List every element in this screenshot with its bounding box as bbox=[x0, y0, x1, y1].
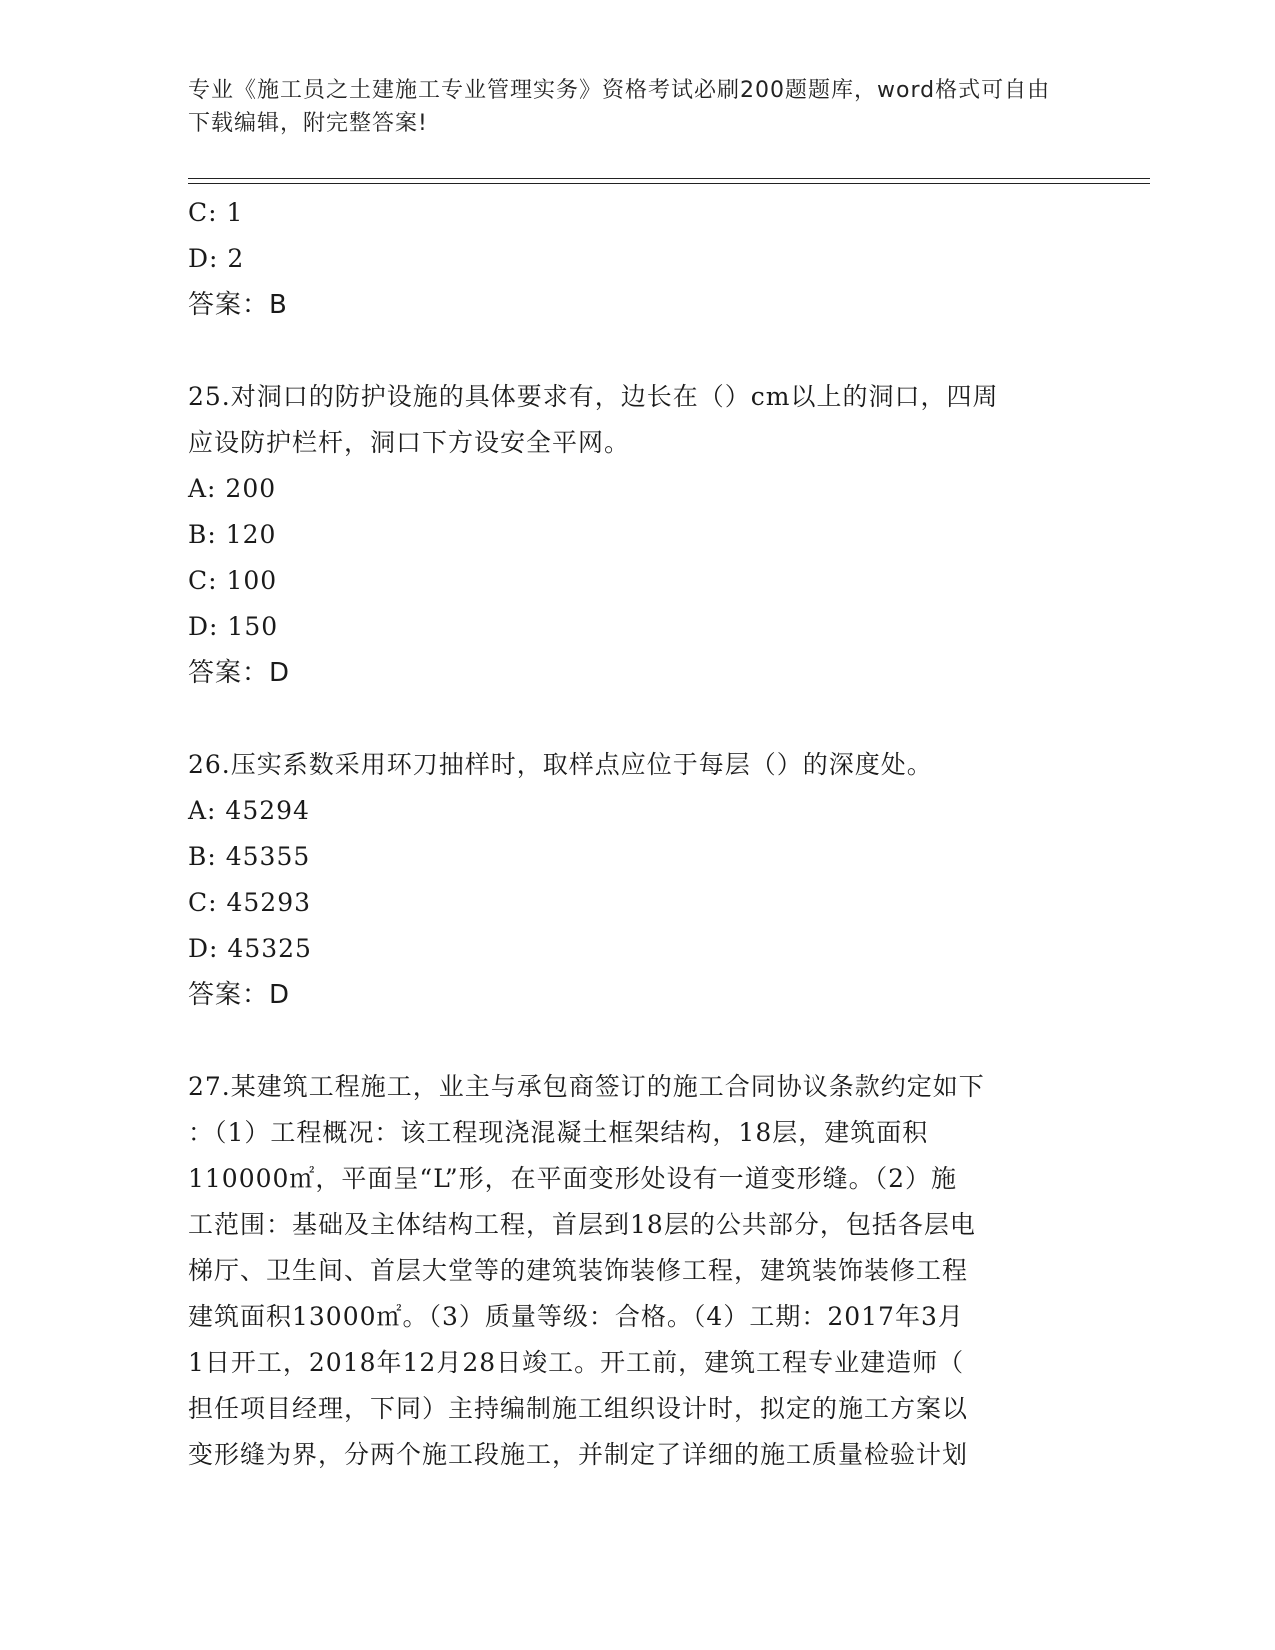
question-25 bbox=[188, 374, 1088, 466]
option-d: D: 150 bbox=[188, 612, 279, 641]
question-stem-line: 25.对洞口的防护设施的具体要求有，边长在（）cm以上的洞口，四周 bbox=[188, 382, 999, 411]
question-stem-line: 工范围：基础及主体结构工程，首层到18层的公共部分，包括各层电 bbox=[188, 1210, 976, 1239]
question-stem-line: 26.压实系数采用环刀抽样时，取样点应位于每层（）的深度处。 bbox=[188, 750, 933, 779]
question-stem-line: 27.某建筑工程施工，业主与承包商签订的施工合同协议条款约定如下 bbox=[188, 1072, 985, 1101]
option-a: A: 45294 bbox=[188, 796, 310, 825]
option-a: A: 200 bbox=[188, 474, 277, 503]
question-stem-line: 110000㎡，平面呈“L”形，在平面变形处设有一道变形缝。（2）施 bbox=[188, 1164, 958, 1193]
question-27 bbox=[188, 1064, 1088, 1478]
question-stem-line: ：（1）工程概况：该工程现浇混凝土框架结构，18层，建筑面积 bbox=[188, 1118, 929, 1147]
option-d: D: 2 bbox=[188, 244, 245, 273]
page-header: 专业《施工员之土建施工专业管理实务》资格考试必刷200题题库，word格式可自由下载编辑，附完整答案! bbox=[188, 78, 1051, 136]
header-rule-top bbox=[188, 178, 1150, 179]
option-c: C: 45293 bbox=[188, 888, 312, 917]
option-c: C: 100 bbox=[188, 566, 278, 595]
option-d: D: 45325 bbox=[188, 934, 312, 963]
answer-label: 答案：B bbox=[188, 290, 288, 320]
option-c: C: 1 bbox=[188, 198, 244, 227]
question-stem-line: 梯厅、卫生间、首层大堂等的建筑装饰装修工程，建筑装饰装修工程 bbox=[188, 1256, 969, 1285]
question-26 bbox=[188, 742, 1088, 788]
option-b: B: 120 bbox=[188, 520, 277, 549]
answer-label: 答案：D bbox=[188, 980, 291, 1010]
question-stem-line: 1日开工，2018年12月28日竣工。开工前，建筑工程专业建造师（ bbox=[188, 1348, 965, 1377]
header-rule-bottom bbox=[188, 183, 1150, 184]
question-list bbox=[188, 190, 1088, 1478]
question-stem-line: 建筑面积13000㎡。（3）质量等级：合格。（4）工期：2017年3月 bbox=[188, 1302, 964, 1331]
answer-label: 答案：D bbox=[188, 658, 291, 688]
question-stem-line: 应设防护栏杆，洞口下方设安全平网。 bbox=[188, 428, 631, 457]
option-b: B: 45355 bbox=[188, 842, 311, 871]
question-stem-line: 担任项目经理，下同）主持编制施工组织设计时，拟定的施工方案以 bbox=[188, 1394, 969, 1423]
question-stem-line: 变形缝为界，分两个施工段施工，并制定了详细的施工质量检验计划 bbox=[188, 1440, 969, 1469]
